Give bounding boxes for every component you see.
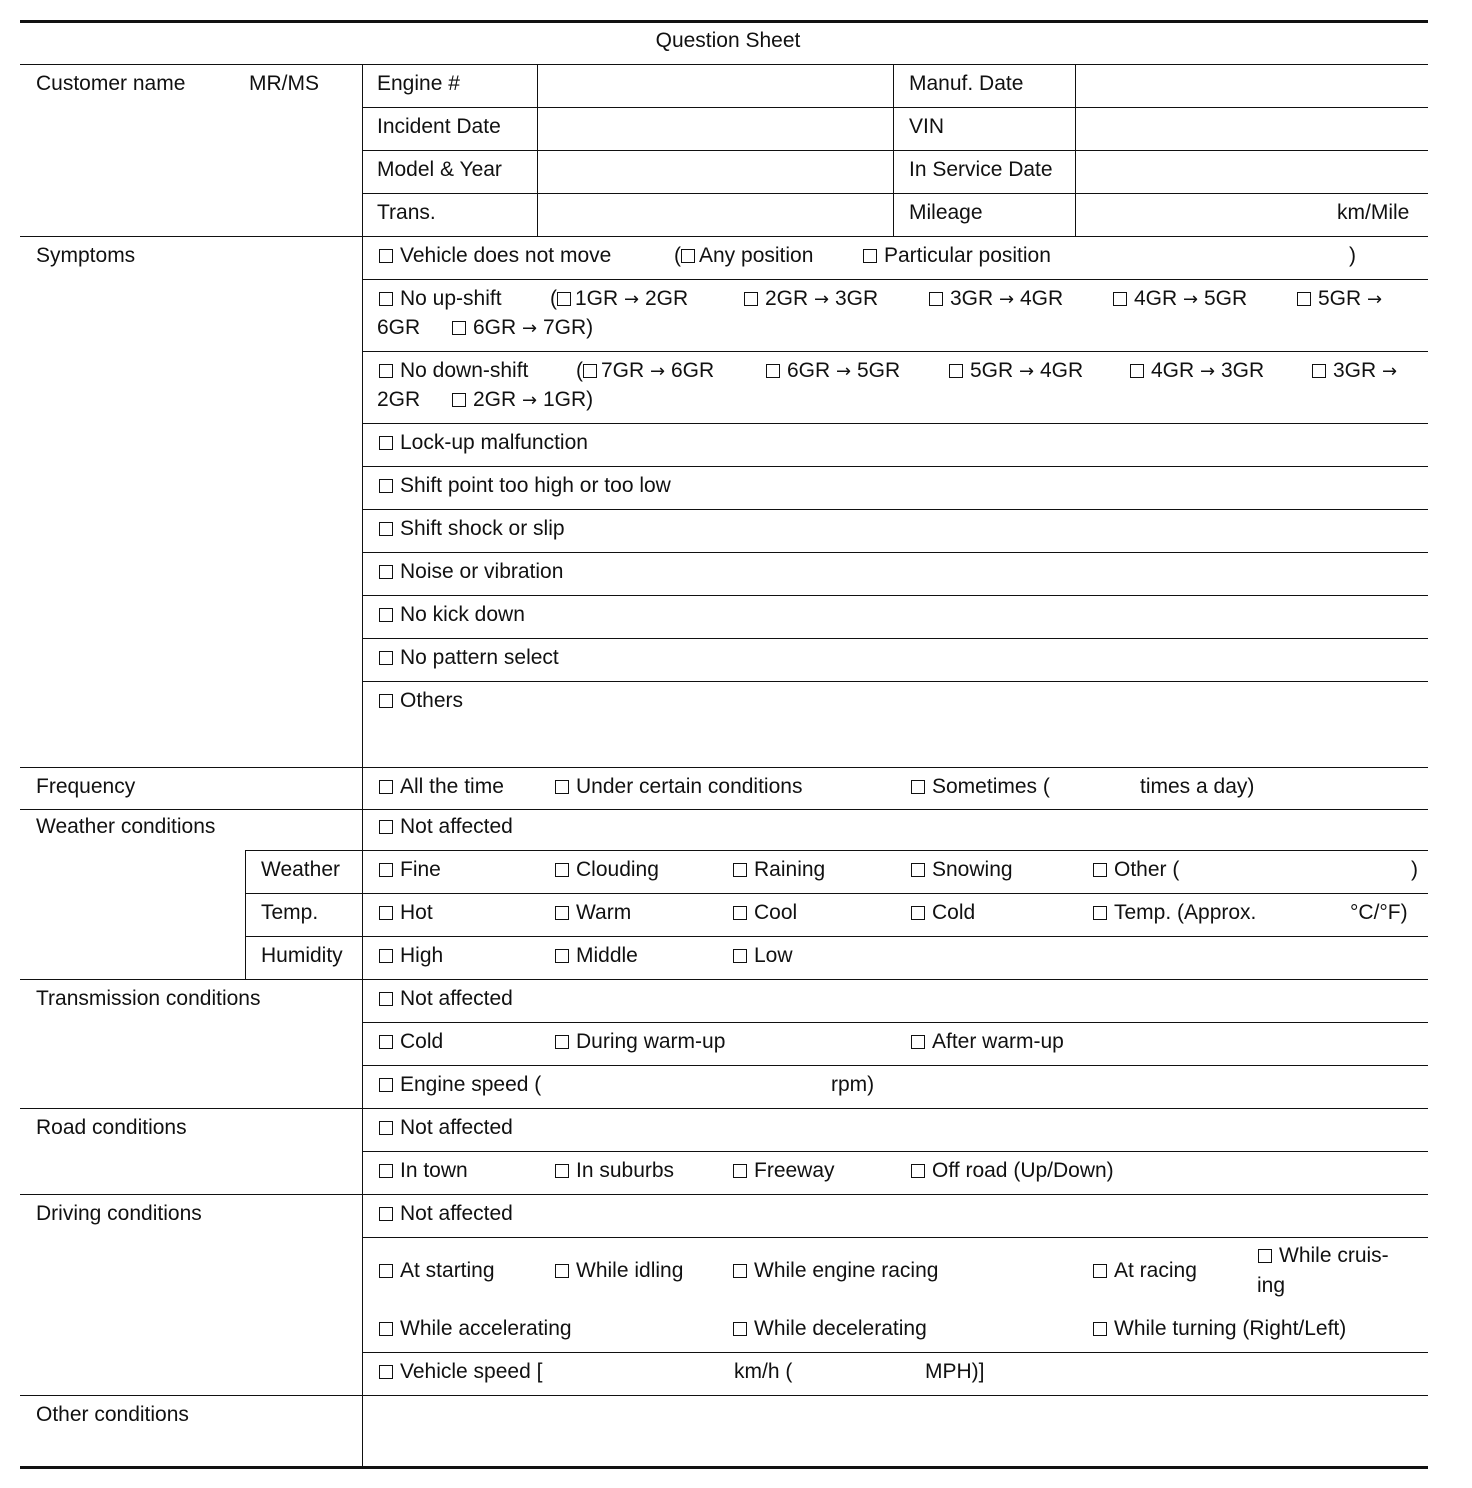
- manuf-date-label: Manuf. Date: [909, 72, 1024, 95]
- temp-warm: Warm: [555, 901, 631, 925]
- checkbox[interactable]: [555, 906, 569, 920]
- humidity-middle: Middle: [555, 944, 638, 968]
- weather-fine: Fine: [379, 858, 441, 882]
- sheet-title: Question Sheet: [655, 29, 801, 52]
- checkbox[interactable]: [911, 1164, 925, 1178]
- checkbox[interactable]: [733, 906, 747, 920]
- incident-date-label: Incident Date: [377, 115, 501, 138]
- temp-cool: Cool: [733, 901, 797, 925]
- engine-label: Engine #: [377, 72, 460, 95]
- upshift-1gr-2gr: ( 1GR → 2GR: [550, 287, 689, 310]
- road-not-affected: Not affected: [379, 1116, 513, 1140]
- downshift-7gr-6gr: ( 7GR → 6GR: [576, 359, 715, 382]
- temp-sub-label: Temp.: [261, 901, 319, 924]
- rule: [20, 1194, 1428, 1195]
- column-divider: [362, 64, 363, 1467]
- checkbox[interactable]: [555, 1164, 569, 1178]
- humidity-low: Low: [733, 944, 793, 968]
- checkbox[interactable]: [379, 436, 393, 450]
- bottom-border: [20, 1466, 1428, 1469]
- mileage-unit: km/Mile: [1337, 201, 1410, 224]
- upshift-2gr-3gr: 2GR → 3GR: [744, 287, 878, 312]
- other-conditions-label: Other conditions: [36, 1403, 189, 1426]
- checkbox[interactable]: [379, 608, 393, 622]
- weather-sub-label: Weather: [261, 858, 340, 881]
- column-divider: [245, 850, 246, 979]
- rule: [362, 423, 1428, 424]
- checkbox[interactable]: [557, 292, 571, 306]
- arrow-right-icon: →: [1019, 361, 1035, 382]
- close-paren: ): [1349, 244, 1356, 267]
- symptom-shift-shock: Shift shock or slip: [379, 517, 565, 541]
- freq-all-time: All the time: [379, 775, 504, 799]
- symptom-no-downshift: No down-shift: [379, 359, 528, 383]
- weather-snowing: Snowing: [911, 858, 1013, 882]
- downshift-6gr-5gr: 6GR → 5GR: [766, 359, 900, 384]
- rule: [362, 351, 1428, 352]
- checkbox[interactable]: [555, 780, 569, 794]
- drive-at-starting: At starting: [379, 1259, 495, 1283]
- drive-at-racing: At racing: [1093, 1259, 1197, 1283]
- upshift-3gr-4gr: 3GR → 4GR: [929, 287, 1063, 312]
- checkbox[interactable]: [1297, 292, 1311, 306]
- checkbox[interactable]: [555, 949, 569, 963]
- checkbox[interactable]: [555, 863, 569, 877]
- checkbox[interactable]: [1093, 1322, 1107, 1336]
- checkbox[interactable]: [1093, 906, 1107, 920]
- arrow-right-icon: →: [1382, 361, 1398, 382]
- checkbox[interactable]: [1258, 1249, 1272, 1263]
- downshift-3gr-2gr: 3GR →: [1312, 359, 1397, 384]
- rule: [245, 936, 1428, 937]
- trans-not-affected: Not affected: [379, 987, 513, 1011]
- freq-certain-conditions: Under certain conditions: [555, 775, 802, 799]
- top-border: [20, 20, 1428, 23]
- temp-approx: Temp. (Approx.: [1093, 901, 1256, 925]
- checkbox[interactable]: [452, 393, 466, 407]
- drive-mph: MPH)]: [925, 1360, 985, 1383]
- rule: [362, 1352, 1428, 1353]
- rule: [362, 466, 1428, 467]
- checkbox[interactable]: [379, 1078, 393, 1092]
- checkbox[interactable]: [929, 292, 943, 306]
- drive-turning: While turning (Right/Left): [1093, 1317, 1346, 1341]
- checkbox[interactable]: [583, 364, 597, 378]
- checkbox[interactable]: [379, 992, 393, 1006]
- arrow-right-icon: →: [522, 390, 538, 411]
- freq-times-a-day: times a day): [1140, 775, 1255, 798]
- checkbox[interactable]: [379, 249, 393, 263]
- checkbox[interactable]: [949, 364, 963, 378]
- symptom-noise: Noise or vibration: [379, 560, 563, 584]
- rule: [20, 236, 1428, 237]
- arrow-right-icon: →: [836, 361, 852, 382]
- downshift-3gr-2gr-cont: 2GR: [377, 388, 421, 411]
- symptom-kick-down: No kick down: [379, 603, 525, 627]
- checkbox[interactable]: [379, 1365, 393, 1379]
- rule: [362, 509, 1428, 510]
- checkbox[interactable]: [744, 292, 758, 306]
- checkbox[interactable]: [1093, 1264, 1107, 1278]
- upshift-6gr-7gr: 6GR → 7GR): [452, 316, 593, 341]
- checkbox[interactable]: [1093, 863, 1107, 877]
- arrow-right-icon: →: [624, 289, 640, 310]
- checkbox[interactable]: [379, 820, 393, 834]
- arrow-right-icon: →: [522, 318, 538, 339]
- road-in-town: In town: [379, 1159, 468, 1183]
- checkbox[interactable]: [379, 479, 393, 493]
- rule: [362, 193, 1428, 194]
- weather-clouding: Clouding: [555, 858, 659, 882]
- checkbox[interactable]: [379, 1164, 393, 1178]
- symptom-not-move: Vehicle does not move: [379, 244, 611, 268]
- rule: [362, 1065, 1428, 1066]
- rule: [362, 552, 1428, 553]
- rule: [362, 681, 1428, 682]
- rule: [20, 1395, 1428, 1396]
- column-divider: [893, 64, 894, 236]
- humidity-sub-label: Humidity: [261, 944, 343, 967]
- checkbox[interactable]: [379, 292, 393, 306]
- rule: [362, 595, 1428, 596]
- checkbox[interactable]: [379, 1264, 393, 1278]
- weather-not-affected: Not affected: [379, 815, 513, 839]
- checkbox[interactable]: [1113, 292, 1127, 306]
- drive-kmh: km/h (: [734, 1360, 793, 1383]
- checkbox[interactable]: [1130, 364, 1144, 378]
- upshift-4gr-5gr: 4GR → 5GR: [1113, 287, 1247, 312]
- rule: [20, 809, 1428, 810]
- checkbox[interactable]: [863, 249, 877, 263]
- column-divider: [537, 64, 538, 236]
- trans-engine-speed: Engine speed (: [379, 1073, 541, 1097]
- checkbox[interactable]: [379, 1322, 393, 1336]
- downshift-2gr-1gr: 2GR → 1GR): [452, 388, 593, 413]
- checkbox[interactable]: [379, 651, 393, 665]
- mileage-label: Mileage: [909, 201, 983, 224]
- checkbox[interactable]: [379, 949, 393, 963]
- drive-vehicle-speed: Vehicle speed [: [379, 1360, 542, 1384]
- drive-cruising: While cruis-: [1258, 1244, 1389, 1268]
- road-off-road: Off road (Up/Down): [911, 1159, 1114, 1183]
- checkbox[interactable]: [733, 1164, 747, 1178]
- checkbox[interactable]: [1312, 364, 1326, 378]
- road-suburbs: In suburbs: [555, 1159, 674, 1183]
- arrow-right-icon: →: [650, 361, 666, 382]
- checkbox[interactable]: [379, 780, 393, 794]
- trans-warmup: During warm-up: [555, 1030, 725, 1054]
- customer-name-label: Customer name: [36, 72, 186, 95]
- checkbox[interactable]: [911, 863, 925, 877]
- symptoms-label: Symptoms: [36, 244, 136, 267]
- checkbox[interactable]: [452, 321, 466, 335]
- checkbox[interactable]: [733, 863, 747, 877]
- checkbox[interactable]: [766, 364, 780, 378]
- checkbox[interactable]: [733, 949, 747, 963]
- rule: [362, 638, 1428, 639]
- checkbox[interactable]: [379, 522, 393, 536]
- drive-not-affected: Not affected: [379, 1202, 513, 1226]
- checkbox[interactable]: [379, 906, 393, 920]
- model-year-label: Model & Year: [377, 158, 502, 181]
- symptom-any-position: ( Any position: [674, 244, 814, 267]
- checkbox[interactable]: [379, 565, 393, 579]
- checkbox[interactable]: [379, 863, 393, 877]
- checkbox[interactable]: [555, 1035, 569, 1049]
- road-conditions-label: Road conditions: [36, 1116, 187, 1139]
- checkbox[interactable]: [379, 364, 393, 378]
- rule: [362, 1151, 1428, 1152]
- frequency-label: Frequency: [36, 775, 136, 798]
- drive-cruising-cont: ing: [1257, 1274, 1286, 1297]
- symptom-pattern-select: No pattern select: [379, 646, 559, 670]
- drive-engine-racing: While engine racing: [733, 1259, 938, 1283]
- customer-title-label: MR/MS: [249, 72, 319, 95]
- rule: [20, 64, 1428, 65]
- transmission-conditions-label: Transmission conditions: [36, 987, 261, 1010]
- weather-raining: Raining: [733, 858, 825, 882]
- checkbox[interactable]: [911, 906, 925, 920]
- downshift-4gr-3gr: 4GR → 3GR: [1130, 359, 1264, 384]
- checkbox[interactable]: [733, 1322, 747, 1336]
- trans-rpm: rpm): [831, 1073, 875, 1096]
- rule: [362, 150, 1428, 151]
- checkbox[interactable]: [379, 1035, 393, 1049]
- vin-label: VIN: [909, 115, 945, 138]
- rule: [245, 893, 1428, 894]
- checkbox[interactable]: [379, 1121, 393, 1135]
- checkbox[interactable]: [733, 1264, 747, 1278]
- column-divider: [1075, 64, 1076, 236]
- driving-conditions-label: Driving conditions: [36, 1202, 202, 1225]
- temp-cold: Cold: [911, 901, 975, 925]
- rule: [245, 850, 1428, 851]
- rule: [362, 1022, 1428, 1023]
- symptom-particular-position: Particular position: [863, 244, 1051, 268]
- checkbox[interactable]: [379, 1207, 393, 1221]
- arrow-right-icon: →: [1183, 289, 1199, 310]
- checkbox[interactable]: [911, 1035, 925, 1049]
- symptom-lockup: Lock-up malfunction: [379, 431, 588, 455]
- symptom-no-upshift: No up-shift: [379, 287, 502, 311]
- humidity-high: High: [379, 944, 443, 968]
- rule: [20, 1108, 1428, 1109]
- rule: [20, 767, 1428, 768]
- temp-hot: Hot: [379, 901, 433, 925]
- close-paren: ): [1411, 858, 1418, 881]
- symptom-others: Others: [379, 689, 463, 713]
- weather-other: Other (: [1093, 858, 1179, 882]
- trans-label: Trans.: [377, 201, 436, 224]
- rule: [362, 279, 1428, 280]
- drive-decelerating: While decelerating: [733, 1317, 927, 1341]
- rule: [362, 1237, 1428, 1238]
- arrow-right-icon: →: [1200, 361, 1216, 382]
- drive-idling: While idling: [555, 1259, 683, 1283]
- arrow-right-icon: →: [999, 289, 1015, 310]
- rule: [362, 107, 1428, 108]
- temp-unit: °C/°F): [1350, 901, 1408, 924]
- drive-accelerating: While accelerating: [379, 1317, 572, 1341]
- downshift-5gr-4gr: 5GR → 4GR: [949, 359, 1083, 384]
- upshift-5gr-6gr-cont: 6GR: [377, 316, 421, 339]
- symptom-shift-point: Shift point too high or too low: [379, 474, 671, 498]
- rule: [20, 979, 1428, 980]
- checkbox[interactable]: [555, 1264, 569, 1278]
- trans-cold: Cold: [379, 1030, 443, 1054]
- upshift-5gr-6gr: 5GR →: [1297, 287, 1382, 312]
- arrow-right-icon: →: [814, 289, 830, 310]
- road-freeway: Freeway: [733, 1159, 835, 1183]
- freq-sometimes: Sometimes (: [911, 775, 1050, 799]
- checkbox[interactable]: [379, 694, 393, 708]
- trans-after-warmup: After warm-up: [911, 1030, 1064, 1054]
- checkbox[interactable]: [681, 249, 695, 263]
- in-service-date-label: In Service Date: [909, 158, 1053, 181]
- checkbox[interactable]: [911, 780, 925, 794]
- arrow-right-icon: →: [1367, 289, 1383, 310]
- weather-conditions-label: Weather conditions: [36, 815, 216, 838]
